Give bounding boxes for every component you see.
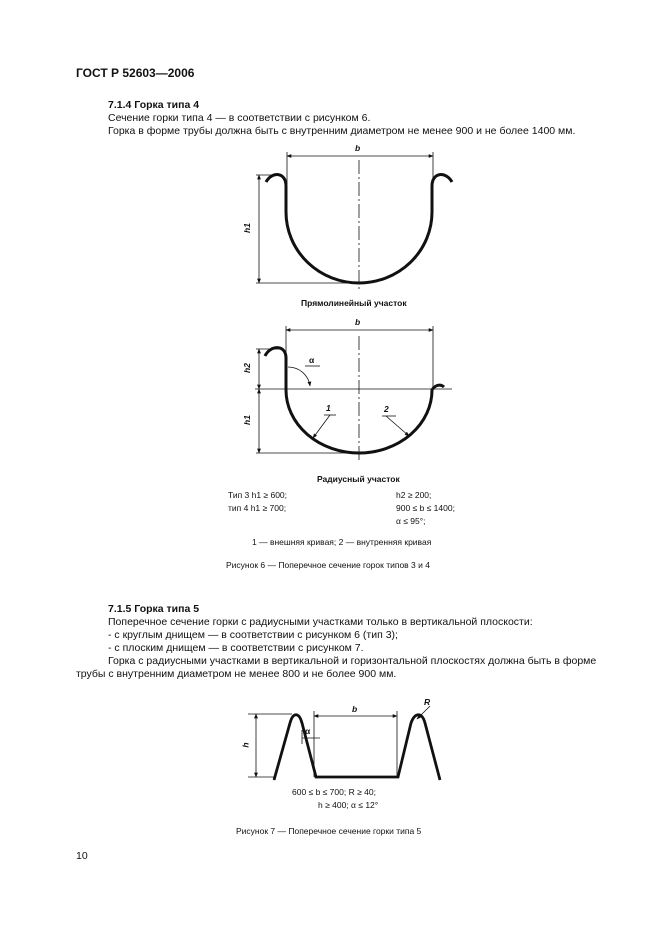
section-7-1-5-item-1: - с круглым днищем — в соответствии с рисунком 6 (тип 3); bbox=[108, 629, 398, 641]
fig6-label-h2: h2 bbox=[241, 363, 252, 373]
fig6-label-b-bottom: b bbox=[355, 317, 361, 327]
fig6-condition-h2: h2 ≥ 200; bbox=[396, 490, 432, 500]
section-7-1-4-para-2: Горка в форме трубы должна быть с внутренним диаметром не менее 900 и не более 1400 мм. bbox=[108, 125, 576, 137]
section-7-1-5-para-1: Поперечное сечение горки с радиусными участками только в вертикальной плоскости: bbox=[108, 616, 533, 628]
section-7-1-5-para-2a: Горка с радиусными участками в вертикальной и горизонтальной плоскостях должна быть в форме bbox=[108, 655, 597, 667]
fig6-condition-type3: Тип 3 h1 ≥ 600; bbox=[228, 490, 288, 500]
fig7-condition-2: h ≥ 400; α ≤ 12° bbox=[318, 800, 379, 810]
fig6-label-h1-bottom: h1 bbox=[241, 415, 252, 425]
fig7-label-b: b bbox=[352, 704, 358, 714]
page-number: 10 bbox=[76, 850, 88, 862]
fig7-section bbox=[248, 706, 440, 780]
fig7-condition-1: 600 ≤ b ≤ 700; R ≥ 40; bbox=[292, 787, 376, 797]
standard-number: ГОСТ Р 52603—2006 bbox=[76, 66, 195, 80]
fig7-label-alpha: α bbox=[305, 726, 311, 736]
section-7-1-4-para-1: Сечение горки типа 4 — в соответствии с рисунком 6. bbox=[108, 112, 371, 124]
fig7-caption: Рисунок 7 — Поперечное сечение горки типа 5 bbox=[236, 826, 422, 836]
fig6-subtitle-straight: Прямолинейный участок bbox=[301, 298, 407, 308]
fig6-label-curve-2: 2 bbox=[384, 404, 389, 414]
fig6-label-alpha: α bbox=[309, 355, 315, 365]
fig7-label-h: h bbox=[240, 742, 251, 748]
fig6-radius-section bbox=[255, 326, 452, 462]
fig6-caption: Рисунок 6 — Поперечное сечение горок типов 3 и 4 bbox=[226, 560, 430, 570]
fig6-label-curve-1: 1 bbox=[326, 403, 331, 413]
fig6-subtitle-radius: Радиусный участок bbox=[317, 474, 400, 484]
fig6-straight-section bbox=[256, 152, 452, 292]
section-7-1-5-item-2: - с плоским днищем — в соответствии с рисунком 7. bbox=[108, 642, 364, 654]
fig6-condition-b: 900 ≤ b ≤ 1400; bbox=[396, 503, 455, 513]
fig6-label-b-top: b bbox=[355, 143, 361, 153]
fig6-label-h1-top: h1 bbox=[241, 223, 252, 233]
section-7-1-5-para-2b: трубы с внутренним диаметром не менее 800 и не более 900 мм. bbox=[76, 668, 397, 680]
section-7-1-5-heading: 7.1.5 Горка типа 5 bbox=[108, 603, 200, 615]
fig7-label-r: R bbox=[424, 697, 431, 707]
fig6-condition-alpha: α ≤ 95°; bbox=[396, 516, 426, 526]
fig6-legend: 1 — внешняя кривая; 2 — внутренняя кривая bbox=[252, 537, 432, 547]
section-7-1-4-heading: 7.1.4 Горка типа 4 bbox=[108, 99, 200, 111]
fig6-condition-type4: тип 4 h1 ≥ 700; bbox=[228, 503, 287, 513]
